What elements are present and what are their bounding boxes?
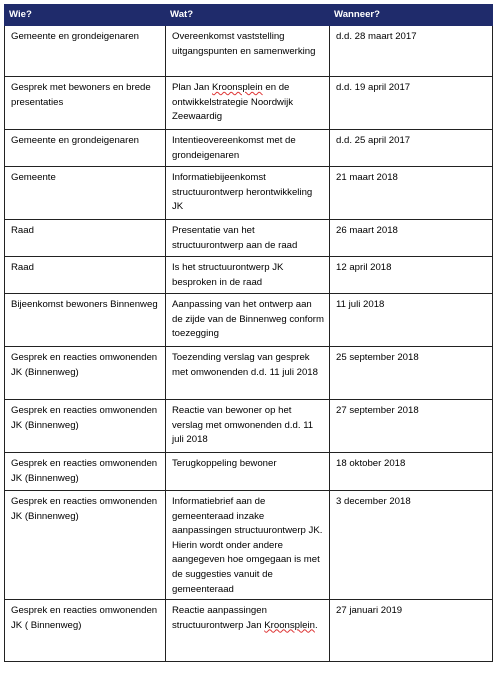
table-row [5, 347, 493, 400]
cell-what: Is het structuurontwerp JK besproken in de raad [166, 257, 330, 294]
cell-what-text: . [314, 619, 318, 631]
cell-what: Reactie van bewoner op het verslag met omwonenden d.d. 11 juli 2018 [166, 400, 330, 453]
spelling-marked-word: Kroonsplein [212, 82, 263, 93]
cell-what-text: Reactie aanpassingen structuurontwerp Jan [172, 605, 267, 631]
cell-who: Gemeente [5, 167, 166, 220]
cell-when: 12 april 2018 [330, 257, 493, 294]
cell-when: 27 januari 2019 [330, 600, 493, 662]
cell-what: Presentatie van het structuurontwerp aan de raad [166, 220, 330, 257]
cell-who: Gemeente en grondeigenaren [5, 130, 166, 167]
table-row [5, 77, 493, 130]
table-row [5, 26, 493, 77]
cell-when: 26 maart 2018 [330, 220, 493, 257]
cell-who: Gesprek en reacties omwonenden JK ( Binnenweg) [5, 600, 166, 662]
cell-who: Raad [5, 220, 166, 257]
cell-who: Raad [5, 257, 166, 294]
cell-when: d.d. 28 maart 2017 [330, 26, 493, 77]
table-row [5, 453, 493, 491]
cell-when: 27 september 2018 [330, 400, 493, 453]
table-row [5, 257, 493, 294]
cell-when: 18 oktober 2018 [330, 453, 493, 491]
table-row [5, 167, 493, 220]
table-row [5, 294, 493, 347]
cell-what-text: Plan Jan [172, 82, 213, 93]
table-body [5, 26, 493, 662]
cell-who: Gesprek en reacties omwonenden JK (Binnenweg) [5, 400, 166, 453]
timeline-table [4, 4, 493, 662]
cell-who: Bijeenkomst bewoners Binnenweg [5, 294, 166, 347]
table-header [5, 5, 493, 26]
cell-what-text: en de ontwikkelstrategie Noordwijk Zeewaardig [172, 82, 294, 123]
table-row [5, 220, 493, 257]
cell-when: d.d. 19 april 2017 [330, 77, 493, 130]
cell-what: Informatiebijeenkomst structuurontwerp herontwikkeling JK [166, 167, 330, 220]
cell-who: Gesprek en reacties omwonenden JK (Binnenweg) [5, 491, 166, 600]
cell-who: Gesprek en reacties omwonenden JK (Binnenweg) [5, 347, 166, 400]
cell-when: d.d. 25 april 2017 [330, 130, 493, 167]
header-row [5, 5, 493, 26]
table-row [5, 491, 493, 600]
table-row [5, 400, 493, 453]
cell-who: Gemeente en grondeigenaren [5, 26, 166, 77]
cell-what [166, 600, 330, 662]
spelling-marked-word: Kroonsplein [264, 619, 315, 631]
cell-when: 25 september 2018 [330, 347, 493, 400]
cell-who: Gesprek met bewoners en brede presentaties [5, 77, 166, 130]
cell-what: Informatiebrief aan de gemeenteraad inzake aanpassingen structuurontwerp JK. Hierin wordt onder andere aangegeven hoe omgegaan is met de suggesties vanuit de gemeenteraad [166, 491, 330, 600]
cell-what: Toezending verslag van gesprek met omwonenden d.d. 11 juli 2018 [166, 347, 330, 400]
cell-what: Overeenkomst vaststelling uitgangspunten en samenwerking [166, 26, 330, 77]
header-when: Wanneer? [330, 5, 493, 26]
table-row [5, 600, 493, 662]
table-row [5, 130, 493, 167]
header-what: Wat? [166, 5, 330, 26]
cell-what: Intentieovereenkomst met de grondeigenaren [166, 130, 330, 167]
cell-what: Terugkoppeling bewoner [166, 453, 330, 491]
cell-when: 11 juli 2018 [330, 294, 493, 347]
cell-what [166, 77, 330, 130]
cell-who: Gesprek en reacties omwonenden JK (Binnenweg) [5, 453, 166, 491]
header-who: Wie? [5, 5, 166, 26]
cell-what: Aanpassing van het ontwerp aan de zijde van de Binnenweg conform toezegging [166, 294, 330, 347]
cell-when: 3 december 2018 [330, 491, 493, 600]
cell-when: 21 maart 2018 [330, 167, 493, 220]
